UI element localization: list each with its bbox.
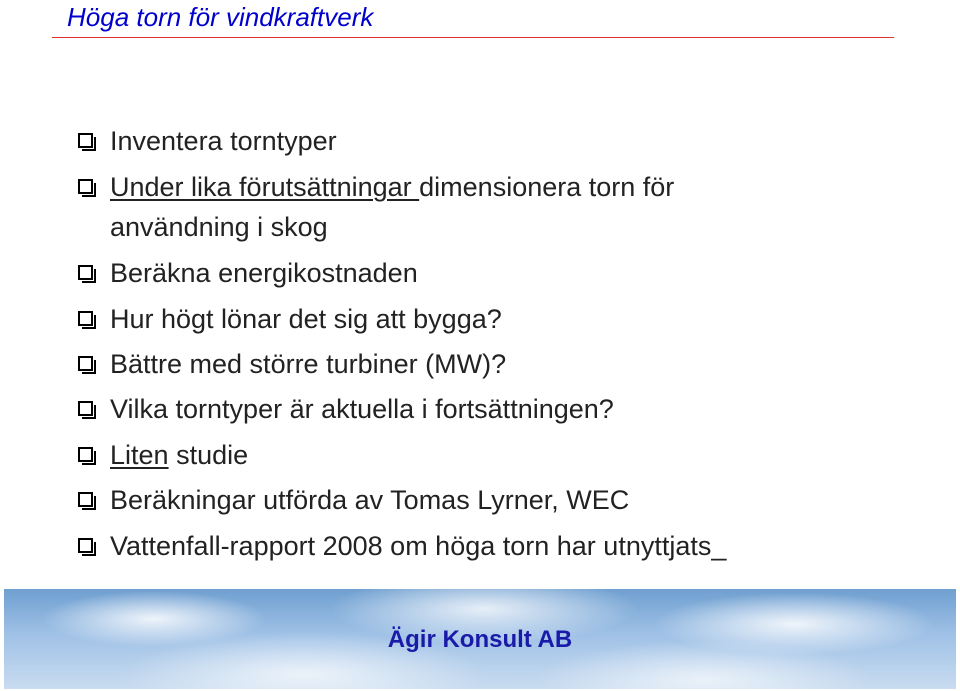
bullet-text: Vilka torntyper är aktuella i fortsättningen? — [110, 394, 614, 424]
sky-footer-banner — [4, 589, 956, 689]
bullet-text: Beräkningar utförda av Tomas Lyrner, WEC — [110, 485, 630, 515]
bullet-text: Hur högt lönar det sig att bygga? — [110, 304, 502, 334]
bullet-text: Vattenfall-rapport 2008 om höga torn har utnyttjats_ — [110, 531, 727, 561]
bullet-underlined-text: Under lika förutsättningar — [110, 172, 420, 202]
bullet-text: Bättre med större turbiner (MW)? — [110, 349, 507, 379]
checkbox-bullet-icon — [78, 492, 93, 507]
checkbox-bullet-icon — [78, 356, 93, 371]
checkbox-bullet-icon — [78, 311, 93, 326]
bullet-text — [110, 174, 674, 201]
bullet-text — [110, 442, 248, 469]
checkbox-bullet-icon — [78, 179, 93, 194]
company-name: Ägir Konsult AB — [387, 626, 573, 653]
checkbox-bullet-icon — [78, 133, 93, 148]
bullet-rest-text: studie — [168, 440, 249, 470]
bullet-underlined-text: Liten — [110, 440, 169, 470]
bullet-continuation-text: användning i skog — [110, 212, 328, 242]
slide-title: Höga torn för vindkraftverk — [67, 2, 374, 32]
title-underline-rule — [52, 37, 894, 38]
checkbox-bullet-icon — [78, 447, 93, 462]
bullet-rest-text: dimensionera torn för — [419, 172, 675, 202]
bullet-text: Inventera torntyper — [110, 126, 337, 156]
checkbox-bullet-icon — [78, 265, 93, 280]
checkbox-bullet-icon — [78, 538, 93, 553]
checkbox-bullet-icon — [78, 401, 93, 416]
bullet-text: Beräkna energikostnaden — [110, 258, 418, 288]
